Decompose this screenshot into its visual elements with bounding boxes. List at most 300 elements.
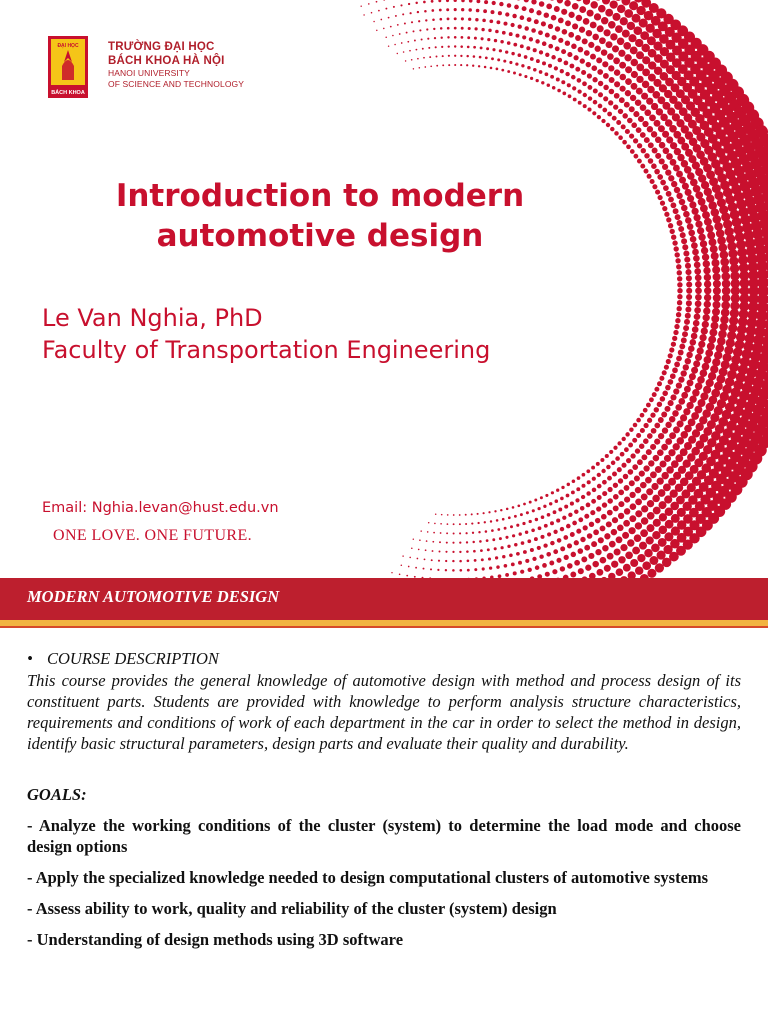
halftone-dot xyxy=(544,524,548,528)
halftone-dot xyxy=(542,61,546,65)
halftone-dot xyxy=(617,525,624,532)
halftone-dot xyxy=(566,524,571,529)
halftone-dot xyxy=(549,502,552,505)
halftone-dot xyxy=(670,159,677,166)
halftone-dot xyxy=(618,478,623,483)
halftone-dot xyxy=(628,34,636,42)
halftone-dot xyxy=(448,45,450,47)
halftone-dot xyxy=(606,465,610,469)
halftone-dot xyxy=(609,541,616,548)
halftone-dot xyxy=(495,30,499,34)
halftone-dot xyxy=(675,252,680,257)
halftone-dot xyxy=(689,396,696,403)
halftone-dot xyxy=(695,294,702,301)
halftone-dot xyxy=(520,513,523,516)
halftone-dot xyxy=(527,17,532,22)
university-name-line3: HANOI UNIVERSITY xyxy=(108,68,190,78)
halftone-dot xyxy=(662,131,669,138)
halftone-dot xyxy=(600,557,607,564)
halftone-dot xyxy=(568,12,574,18)
halftone-dot xyxy=(608,65,614,71)
halftone-dot xyxy=(430,568,432,570)
halftone-dot xyxy=(670,202,676,208)
halftone-dot xyxy=(461,27,464,30)
halftone-dot xyxy=(654,439,660,445)
halftone-dot xyxy=(633,138,638,143)
halftone-dot xyxy=(658,501,666,509)
halftone-dot xyxy=(647,433,653,439)
halftone-dot xyxy=(428,522,429,523)
halftone-dot xyxy=(607,510,613,516)
halftone-dot xyxy=(512,14,516,18)
halftone-dot xyxy=(625,551,633,559)
halftone-dot xyxy=(485,530,488,533)
halftone-dot xyxy=(643,465,649,471)
halftone-dot xyxy=(677,306,682,311)
halftone-dot xyxy=(651,163,657,169)
halftone-dot xyxy=(697,376,705,384)
halftone-dot xyxy=(693,360,700,367)
halftone-dot xyxy=(592,34,599,41)
halftone-dot xyxy=(675,214,681,220)
halftone-dot xyxy=(702,254,709,261)
halftone-dot xyxy=(675,404,682,411)
halftone-dot xyxy=(547,83,550,86)
halftone-dot xyxy=(691,208,698,215)
halftone-dot xyxy=(553,530,557,534)
halftone-dot xyxy=(648,142,654,148)
halftone-dot xyxy=(687,223,694,230)
halftone-dot xyxy=(423,568,425,570)
halftone-dot xyxy=(534,499,537,502)
halftone-dot xyxy=(588,553,594,559)
halftone-dot xyxy=(671,235,676,240)
halftone-dot xyxy=(446,0,449,2)
halftone-dot xyxy=(552,86,556,90)
halftone-dot xyxy=(576,15,583,22)
halftone-dot xyxy=(609,77,615,83)
halftone-dot xyxy=(522,6,527,11)
halftone-dot xyxy=(597,69,603,75)
halftone-dot xyxy=(641,93,648,100)
halftone-dot xyxy=(459,514,461,516)
halftone-dot xyxy=(632,438,637,443)
halftone-dot xyxy=(553,510,557,514)
halftone-dot xyxy=(640,482,647,489)
halftone-dot xyxy=(609,450,613,454)
halftone-dot xyxy=(484,66,487,69)
goal-item: - Apply the specialized knowledge needed to design computational clusters of automotive systems xyxy=(27,868,709,887)
halftone-dot xyxy=(621,463,626,468)
halftone-dot xyxy=(400,4,402,6)
halftone-dot xyxy=(659,142,666,149)
halftone-dot xyxy=(459,541,461,543)
halftone-dot xyxy=(651,483,658,490)
halftone-dot xyxy=(494,510,496,512)
halftone-dot xyxy=(491,10,495,14)
halftone-dot xyxy=(558,58,563,63)
halftone-dot xyxy=(454,27,457,30)
halftone-dot xyxy=(518,561,522,565)
halftone-dot xyxy=(643,408,648,413)
halftone-dot xyxy=(699,334,706,341)
halftone-dot xyxy=(630,46,638,54)
halftone-dot xyxy=(500,40,503,43)
halftone-dot xyxy=(703,314,710,321)
halftone-dot xyxy=(604,533,610,539)
halftone-dot xyxy=(601,17,608,24)
halftone-dot xyxy=(561,486,564,489)
halftone-dot xyxy=(445,560,447,562)
halftone-dot xyxy=(618,556,625,563)
author-name: Le Van Nghia, PhD xyxy=(42,304,263,332)
halftone-dot xyxy=(540,535,544,539)
slide-title-line1: Introduction to modern xyxy=(115,178,525,214)
halftone-dot xyxy=(647,174,652,179)
halftone-dot xyxy=(681,392,688,399)
halftone-dot xyxy=(626,458,631,463)
halftone-dot xyxy=(473,55,476,58)
halftone-dot xyxy=(666,153,673,160)
halftone-dot xyxy=(695,287,702,294)
halftone-dot xyxy=(673,330,678,335)
halftone-dot xyxy=(695,221,702,228)
halftone-dot xyxy=(481,37,484,40)
halftone-dot xyxy=(393,6,395,8)
halftone-dot xyxy=(616,568,624,576)
halftone-dot xyxy=(453,523,455,525)
halftone-dot xyxy=(640,164,645,169)
halftone-dot xyxy=(385,37,387,39)
halftone-dot xyxy=(482,567,485,570)
halftone-dot xyxy=(516,524,519,527)
halftone-dot xyxy=(594,0,602,1)
halftone-dot xyxy=(580,58,585,63)
halftone-dot xyxy=(657,402,662,407)
halftone-dot xyxy=(636,433,641,438)
halftone-dot xyxy=(408,566,410,568)
halftone-dot xyxy=(608,100,613,105)
halftone-dot xyxy=(574,509,578,513)
halftone-dot xyxy=(566,494,570,498)
halftone-dot xyxy=(707,231,715,239)
halftone-dot xyxy=(417,558,419,560)
halftone-dot xyxy=(700,240,707,247)
halftone-dot xyxy=(717,337,726,346)
halftone-dot xyxy=(604,29,611,36)
halftone-dot xyxy=(635,522,642,529)
halftone-dot xyxy=(646,536,654,544)
halftone-dot xyxy=(428,47,430,49)
halftone-dot xyxy=(417,11,419,13)
halftone-dot xyxy=(531,28,536,33)
halftone-dot xyxy=(711,252,719,260)
halftone-dot xyxy=(644,153,649,158)
halftone-dot xyxy=(611,461,616,466)
halftone-dot xyxy=(534,537,538,541)
halftone-dot xyxy=(483,512,485,514)
halftone-dot xyxy=(465,514,467,516)
halftone-dot xyxy=(677,300,682,305)
halftone-dot xyxy=(466,64,468,66)
halftone-dot xyxy=(439,9,442,12)
halftone-dot xyxy=(554,6,560,12)
halftone-dot xyxy=(682,183,689,190)
halftone-dot xyxy=(634,534,642,542)
halftone-dot xyxy=(495,556,498,559)
halftone-dot xyxy=(488,557,491,560)
halftone-dot xyxy=(512,506,515,509)
halftone-dot xyxy=(568,94,572,98)
halftone-dot xyxy=(686,300,692,306)
halftone-dot xyxy=(686,352,693,359)
halftone-dot xyxy=(484,521,486,523)
halftone-dot xyxy=(550,521,554,525)
halftone-dot xyxy=(688,345,695,352)
halftone-dot xyxy=(682,244,688,250)
halftone-dot xyxy=(655,153,661,159)
halftone-dot xyxy=(631,83,638,90)
halftone-dot xyxy=(447,523,449,525)
halftone-dot xyxy=(441,37,443,39)
halftone-dot xyxy=(616,536,623,543)
halftone-dot xyxy=(573,55,578,60)
halftone-dot xyxy=(588,96,592,100)
halftone-dot xyxy=(679,199,686,206)
halftone-dot xyxy=(598,537,604,543)
halftone-dot xyxy=(509,61,512,64)
halftone-dot xyxy=(417,58,419,60)
halftone-dot xyxy=(555,26,560,31)
halftone-dot xyxy=(606,123,610,127)
halftone-dot xyxy=(504,564,508,568)
halftone-dot xyxy=(692,249,699,256)
halftone-dot xyxy=(409,557,411,559)
halftone-dot xyxy=(507,41,511,45)
halftone-dot xyxy=(614,93,620,99)
halftone-dot xyxy=(658,489,666,497)
halftone-dot xyxy=(459,532,461,534)
goal-item: - Analyze the working conditions of the cluster (system) to determine the load mode and choose design options xyxy=(27,816,741,856)
halftone-dot xyxy=(373,21,375,23)
halftone-dot xyxy=(678,226,684,232)
halftone-dot xyxy=(481,558,484,561)
halftone-dot xyxy=(541,81,544,84)
halftone-dot xyxy=(600,525,606,531)
halftone-dot xyxy=(670,373,676,379)
halftone-dot xyxy=(598,81,603,86)
halftone-dot xyxy=(597,115,601,119)
halftone-dot xyxy=(678,398,685,405)
halftone-dot xyxy=(639,443,644,448)
halftone-dot xyxy=(659,513,667,521)
section-banner xyxy=(0,578,768,620)
halftone-dot xyxy=(424,10,427,13)
halftone-dot xyxy=(448,64,450,66)
halftone-dot xyxy=(461,8,464,11)
course-description-heading xyxy=(27,648,741,670)
halftone-dot xyxy=(592,561,598,567)
halftone-dot xyxy=(433,28,435,30)
halftone-dot xyxy=(625,78,632,85)
halftone-dot xyxy=(625,432,629,436)
halftone-dot xyxy=(630,95,636,101)
halftone-dot xyxy=(407,41,409,43)
halftone-dot xyxy=(695,281,702,288)
halftone-dot xyxy=(678,376,684,382)
halftone-dot xyxy=(519,532,522,535)
halftone-dot xyxy=(658,195,663,200)
halftone-dot xyxy=(655,466,662,473)
halftone-dot xyxy=(502,555,505,558)
halftone-dot xyxy=(668,175,674,181)
halftone-dot xyxy=(613,104,618,109)
halftone-dot xyxy=(480,46,483,49)
halftone-dot xyxy=(663,147,670,154)
halftone-dot xyxy=(627,118,633,124)
halftone-dot xyxy=(477,522,479,524)
halftone-dot xyxy=(704,356,712,364)
halftone-dot xyxy=(459,569,462,572)
halftone-dot xyxy=(666,359,671,364)
halftone-dot xyxy=(547,532,551,536)
halftone-dot xyxy=(630,503,637,510)
halftone-dot xyxy=(466,55,468,57)
halftone-dot xyxy=(685,313,691,319)
halftone-dot xyxy=(435,46,437,48)
halftone-dot xyxy=(564,0,570,6)
halftone-dot xyxy=(544,12,549,17)
halftone-dot xyxy=(484,0,488,4)
halftone-dot xyxy=(697,347,704,354)
halftone-dot xyxy=(636,127,642,133)
halftone-dot xyxy=(646,488,653,495)
halftone-dot xyxy=(453,514,455,516)
halftone-dot xyxy=(711,315,719,323)
halftone-dot xyxy=(411,548,413,550)
halftone-dot xyxy=(545,494,548,497)
halftone-dot xyxy=(702,321,709,328)
halftone-dot xyxy=(651,543,660,552)
halftone-dot xyxy=(647,126,653,132)
halftone-dot xyxy=(596,506,601,511)
halftone-dot xyxy=(650,471,657,478)
halftone-dot xyxy=(608,487,613,492)
halftone-dot xyxy=(437,569,439,571)
halftone-dot xyxy=(624,485,630,491)
halftone-dot xyxy=(423,1,426,4)
halftone-dot xyxy=(395,15,397,17)
halftone-dot xyxy=(683,408,690,415)
halftone-dot xyxy=(615,456,620,461)
halftone-dot xyxy=(598,5,606,13)
halftone-dot xyxy=(461,36,464,39)
halftone-dot xyxy=(612,13,620,21)
halftone-dot xyxy=(513,43,517,47)
halftone-dot xyxy=(486,539,489,542)
halftone-dot xyxy=(631,71,638,78)
halftone-dot xyxy=(402,13,404,15)
halftone-dot xyxy=(532,509,535,512)
halftone-dot xyxy=(627,539,634,546)
halftone-dot xyxy=(676,193,682,199)
halftone-dot xyxy=(597,495,602,500)
halftone-dot xyxy=(702,363,710,371)
halftone-dot xyxy=(505,536,508,539)
halftone-dot xyxy=(516,0,521,1)
halftone-dot xyxy=(515,62,518,65)
halftone-dot xyxy=(644,549,652,557)
halftone-dot xyxy=(693,255,700,262)
halftone-dot xyxy=(630,149,635,154)
halftone-dot xyxy=(687,195,694,202)
halftone-dot xyxy=(560,546,565,551)
halftone-dot xyxy=(618,513,624,519)
halftone-dot xyxy=(401,564,403,566)
university-logo xyxy=(48,36,88,98)
halftone-dot xyxy=(454,64,456,66)
halftone-dot xyxy=(586,469,590,473)
halftone-dot xyxy=(665,422,671,428)
halftone-dot xyxy=(700,204,708,212)
halftone-dot xyxy=(536,10,541,15)
halftone-dot xyxy=(625,90,631,96)
halftone-dot xyxy=(635,99,642,106)
halftone-dot xyxy=(530,77,533,80)
halftone-dot xyxy=(642,121,648,127)
university-name-line2: BÁCH KHOA HÀ NỘI xyxy=(108,55,225,67)
halftone-dot xyxy=(648,158,654,164)
halftone-dot xyxy=(641,454,647,460)
halftone-dot xyxy=(415,2,417,4)
halftone-dot xyxy=(617,38,625,46)
halftone-dot xyxy=(564,61,569,66)
halftone-dot xyxy=(649,397,654,402)
halftone-dot xyxy=(542,563,547,568)
halftone-dot xyxy=(590,1,597,8)
halftone-dot xyxy=(572,3,579,10)
halftone-dot xyxy=(599,37,606,44)
halftone-dot xyxy=(572,86,576,90)
halftone-dot xyxy=(397,24,399,26)
halftone-dot xyxy=(547,513,551,517)
halftone-dot xyxy=(439,541,441,543)
halftone-dot xyxy=(489,19,493,23)
halftone-dot xyxy=(651,428,657,434)
halftone-dot xyxy=(511,52,514,55)
halftone-dot xyxy=(679,343,685,349)
halftone-dot xyxy=(521,64,524,67)
halftone-dot xyxy=(665,438,672,445)
halftone-dot xyxy=(701,327,708,334)
halftone-dot xyxy=(505,573,509,577)
halftone-dot xyxy=(459,551,461,553)
halftone-dot xyxy=(621,124,626,129)
halftone-dot xyxy=(582,38,588,44)
halftone-dot xyxy=(710,245,718,253)
halftone-dot xyxy=(629,106,635,112)
halftone-dot xyxy=(587,85,592,90)
halftone-dot xyxy=(607,112,612,117)
halftone-dot xyxy=(514,515,517,518)
halftone-dot xyxy=(598,92,603,97)
halftone-dot xyxy=(535,565,540,570)
halftone-dot xyxy=(558,18,564,24)
halftone-dot xyxy=(509,554,513,558)
halftone-dot xyxy=(494,547,497,550)
halftone-dot xyxy=(468,18,471,21)
halftone-dot xyxy=(416,49,418,51)
